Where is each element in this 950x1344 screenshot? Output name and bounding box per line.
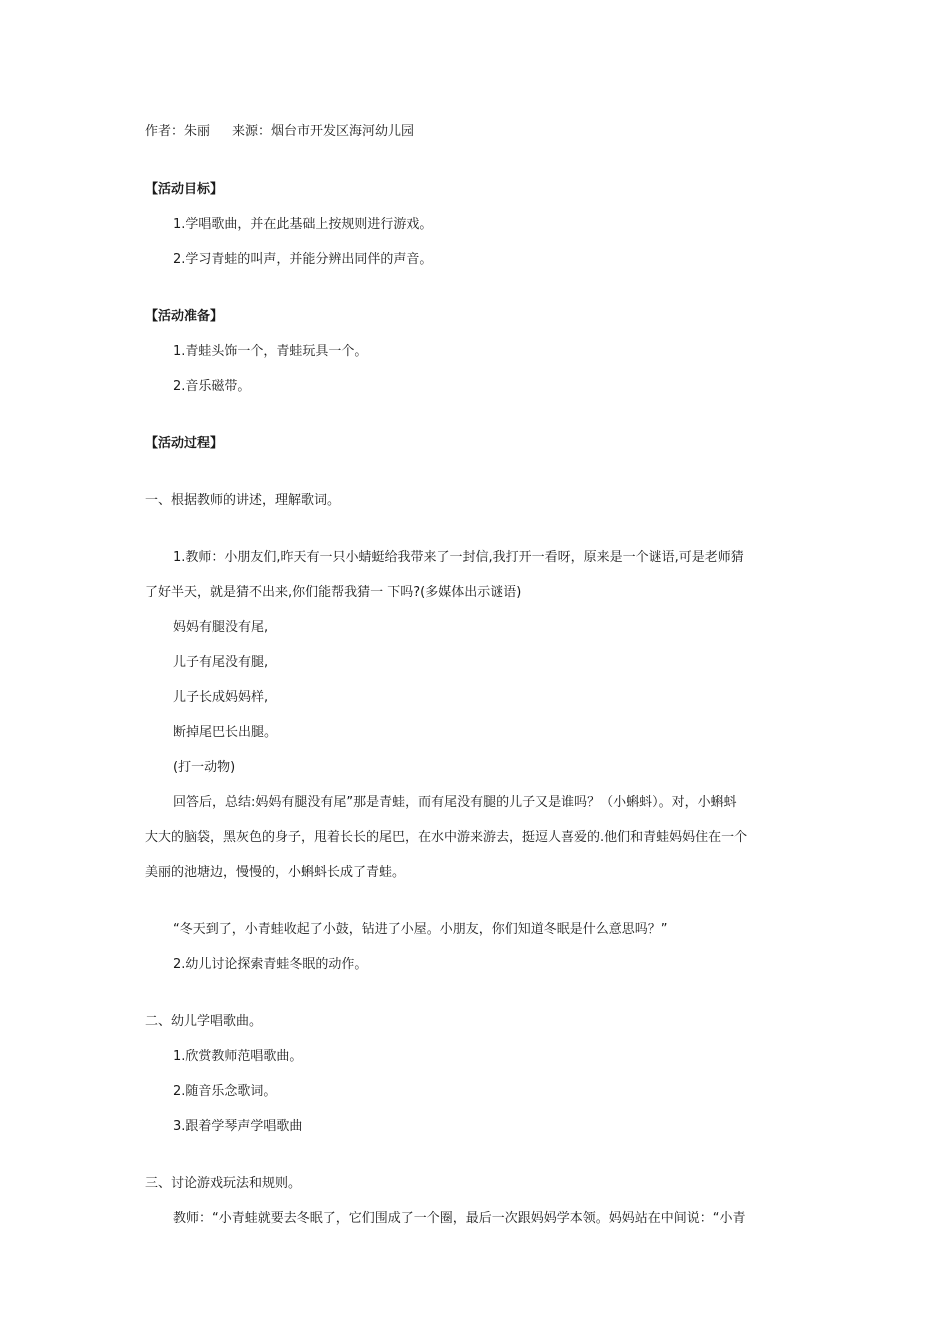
- step3-paragraph-line: 教师：“小青蛙就要去冬眠了，它们围成了一个圈，最后一次跟妈妈学本领。妈妈站在中间说：“小青: [173, 1211, 746, 1226]
- source-label: 来源：烟台市开发区海河幼儿园: [232, 124, 415, 139]
- step2-item: 2.随音乐念歌词。: [173, 1084, 277, 1099]
- summary-line: 大大的脑袋，黑灰色的身子，甩着长长的尾巴，在水中游来游去，挺逗人喜爱的.他们和青蛙妈妈住在一个: [145, 830, 748, 845]
- step1-title: 一、根据教师的讲述，理解歌词。: [145, 493, 341, 508]
- prep-heading: 【活动准备】: [145, 309, 224, 324]
- summary-line: 回答后，总结:妈妈有腿没有尾”那是青蛙，而有尾没有腿的儿子又是谁吗？（小蝌蚪）。对，小蝌蚪: [173, 795, 737, 810]
- summary-line: 美丽的池塘边，慢慢的，小蝌蚪长成了青蛙。: [145, 865, 406, 880]
- teacher-quote: “冬天到了，小青蛙收起了小鼓，钻进了小屋。小朋友，你们知道冬眠是什么意思吗？”: [173, 922, 668, 937]
- step1-paragraph-line: 了好半天，就是猜不出来,你们能帮我猜一 下吗?(多媒体出示谜语): [145, 585, 522, 600]
- step2-item: 1.欣赏教师范唱歌曲。: [173, 1049, 303, 1064]
- author-label: 作者：朱丽: [145, 124, 211, 139]
- riddle-line: 断掉尾巴长出腿。: [173, 725, 278, 740]
- riddle-line: 儿子长成妈妈样,: [173, 690, 269, 705]
- riddle-hint: (打一动物): [173, 760, 236, 775]
- step1-paragraph-line: 1.教师：小朋友们,昨天有一只小蜻蜓给我带来了一封信,我打开一看呀，原来是一个谜语,可是老师猜: [173, 550, 744, 565]
- prep-item: 1.青蛙头饰一个，青蛙玩具一个。: [173, 344, 368, 359]
- process-heading: 【活动过程】: [145, 436, 224, 451]
- riddle-line: 妈妈有腿没有尾,: [173, 620, 269, 635]
- step1-item: 2.幼儿讨论探索青蛙冬眠的动作。: [173, 957, 368, 972]
- prep-item: 2.音乐磁带。: [173, 379, 251, 394]
- goal-item: 2.学习青蛙的叫声，并能分辨出同伴的声音。: [173, 252, 433, 267]
- riddle-line: 儿子有尾没有腿,: [173, 655, 269, 670]
- step2-item: 3.跟着学琴声学唱歌曲: [173, 1119, 303, 1134]
- step2-title: 二、幼儿学唱歌曲。: [145, 1014, 263, 1029]
- goals-heading: 【活动目标】: [145, 182, 224, 197]
- author-line: [145, 122, 414, 142]
- goal-item: 1.学唱歌曲，并在此基础上按规则进行游戏。: [173, 217, 433, 232]
- step3-title: 三、讨论游戏玩法和规则。: [145, 1176, 302, 1191]
